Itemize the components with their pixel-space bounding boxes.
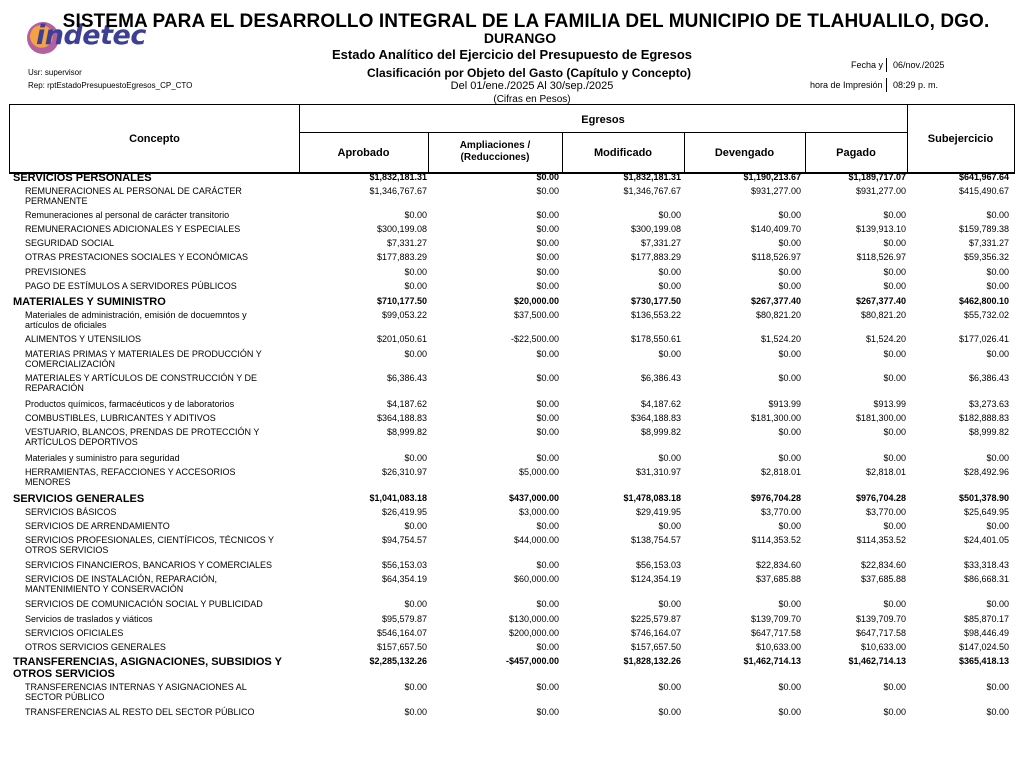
table-row (9, 425, 1015, 451)
row-value: $8,999.82 (386, 427, 427, 437)
row-value: $1,828,132.26 (623, 656, 681, 666)
row-value: $25,649.95 (963, 507, 1009, 517)
row-value: $37,500.00 (513, 310, 559, 320)
row-value: $4,187.62 (640, 399, 681, 409)
row-value: $8,999.82 (640, 427, 681, 437)
row-value: $0.00 (404, 521, 427, 531)
row-value: $0.00 (536, 413, 559, 423)
row-value: $0.00 (404, 267, 427, 277)
row-concepto: TRANSFERENCIAS AL RESTO DEL SECTOR PÚBLICO (25, 707, 255, 717)
row-value: $1,346,767.67 (623, 186, 681, 196)
table-row (9, 680, 1015, 705)
row-value: $37,685.88 (755, 574, 801, 584)
row-value: $7,331.27 (386, 238, 427, 248)
row-value: $0.00 (778, 707, 801, 717)
row-value: $56,153.03 (381, 560, 427, 570)
row-value: $0.00 (986, 521, 1009, 531)
row-value: $0.00 (986, 682, 1009, 692)
row-concepto: HERRAMIENTAS, REFACCIONES Y ACCESORIOS MENORES (25, 467, 236, 487)
row-concepto: MATERIAS PRIMAS Y MATERIALES DE PRODUCCIÓN Y COMERCIALIZACIÓN (25, 349, 262, 369)
table-row (9, 222, 1015, 236)
row-value: $1,524.20 (865, 334, 906, 344)
table-row (9, 265, 1015, 279)
row-value: $1,478,083.18 (623, 493, 681, 503)
row-value: $98,446.49 (963, 628, 1009, 638)
date-value: 06/nov./2025 (893, 60, 945, 70)
table-row (9, 397, 1015, 411)
row-value: $300,199.08 (376, 224, 427, 234)
row-value: $1,524.20 (760, 334, 801, 344)
row-value: $8,999.82 (968, 427, 1009, 437)
row-value: $147,024.50 (958, 642, 1009, 652)
row-value: $1,189,717.07 (848, 172, 906, 182)
row-value: $22,834.60 (860, 560, 906, 570)
table-row (9, 411, 1015, 425)
row-value: $80,821.20 (755, 310, 801, 320)
row-value: $0.00 (778, 427, 801, 437)
row-concepto: TRANSFERENCIAS INTERNAS Y ASIGNACIONES AL SECTOR PÚBLICO (25, 682, 247, 702)
row-value: $931,277.00 (750, 186, 801, 196)
row-value: $0.00 (986, 267, 1009, 277)
row-value: $364,188.83 (376, 413, 427, 423)
table-row (9, 597, 1015, 612)
table-row (9, 250, 1015, 265)
row-value: $3,770.00 (760, 507, 801, 517)
row-value: $64,354.19 (381, 574, 427, 584)
row-value: $37,685.88 (860, 574, 906, 584)
row-value: $267,377.40 (855, 296, 906, 306)
row-value: $181,300.00 (855, 413, 906, 423)
row-concepto: SERVICIOS OFICIALES (25, 628, 124, 638)
row-value: $200,000.00 (508, 628, 559, 638)
row-concepto: SERVICIOS DE ARRENDAMIENTO (25, 521, 170, 531)
row-value: $913.99 (873, 399, 906, 409)
row-value: $139,709.70 (750, 614, 801, 624)
row-value: $3,273.63 (968, 399, 1009, 409)
row-value: $0.00 (404, 349, 427, 359)
row-value: $1,832,181.31 (623, 172, 681, 182)
row-value: $0.00 (883, 267, 906, 277)
row-value: $0.00 (658, 599, 681, 609)
row-value: $0.00 (778, 281, 801, 291)
row-value: $85,870.17 (963, 614, 1009, 624)
row-value: $1,041,083.18 (369, 493, 427, 503)
row-value: $6,386.43 (640, 373, 681, 383)
row-concepto: REMUNERACIONES AL PERSONAL DE CARÁCTER PERMANENTE (25, 186, 242, 206)
row-value: $0.00 (883, 453, 906, 463)
row-value: $1,832,181.31 (369, 172, 427, 182)
row-value: $0.00 (986, 599, 1009, 609)
page-title: SISTEMA PARA EL DESARROLLO INTEGRAL DE LA FAMILIA DEL MUNICIPIO DE TLAHUALILO, DGO. (62, 11, 990, 32)
row-concepto: SERVICIOS BÁSICOS (25, 507, 117, 517)
row-value: $157,657.50 (376, 642, 427, 652)
table-row (9, 184, 1015, 208)
row-value: $1,462,714.13 (848, 656, 906, 666)
row-value: $0.00 (536, 642, 559, 652)
row-value: $0.00 (404, 210, 427, 220)
row-value: $415,490.67 (958, 186, 1009, 196)
row-value: $118,526.97 (856, 252, 906, 262)
row-value: $913.99 (768, 399, 801, 409)
row-value: $6,386.43 (386, 373, 427, 383)
row-value: $118,526.97 (751, 252, 801, 262)
column-header-subejercicio: Subejercicio (927, 133, 994, 145)
table-row-chapter (9, 170, 1015, 184)
row-value: $0.00 (778, 373, 801, 383)
row-concepto: PAGO DE ESTÍMULOS A SERVIDORES PÚBLICOS (25, 281, 237, 291)
row-value: $0.00 (986, 281, 1009, 291)
row-value: $0.00 (883, 373, 906, 383)
row-value: $0.00 (883, 427, 906, 437)
row-value: $177,026.41 (958, 334, 1009, 344)
row-value: $0.00 (536, 707, 559, 717)
row-value: $181,300.00 (750, 413, 801, 423)
table-row (9, 371, 1015, 397)
row-value: $365,418.13 (958, 656, 1009, 666)
row-value: $33,318.43 (963, 560, 1009, 570)
column-header-egresos: Egresos (581, 114, 625, 126)
row-value: $225,579.87 (630, 614, 681, 624)
column-header-concepto: Concepto (129, 133, 180, 145)
row-value: $26,419.95 (381, 507, 427, 517)
table-row (9, 279, 1015, 294)
row-value: $1,346,767.67 (369, 186, 427, 196)
table-row (9, 451, 1015, 465)
row-concepto: MATERIALES Y SUMINISTRO (13, 296, 166, 308)
row-value: $2,818.01 (865, 467, 906, 477)
row-value: $0.00 (658, 521, 681, 531)
row-concepto: COMBUSTIBLES, LUBRICANTES Y ADITIVOS (25, 413, 216, 423)
row-value: $140,409.70 (750, 224, 801, 234)
column-header-aprobado: Aprobado (337, 147, 390, 159)
table-body (9, 170, 1015, 719)
row-value: $0.00 (536, 521, 559, 531)
row-value: $0.00 (778, 682, 801, 692)
row-concepto: REMUNERACIONES ADICIONALES Y ESPECIALES (25, 224, 241, 234)
row-value: $0.00 (536, 427, 559, 437)
row-value: $99,053.22 (381, 310, 427, 320)
row-value: $0.00 (778, 453, 801, 463)
row-value: $31,310.97 (635, 467, 681, 477)
row-concepto: MATERIALES Y ARTÍCULOS DE CONSTRUCCIÓN Y DE REPARACIÓN (25, 373, 258, 393)
row-value: $10,633.00 (755, 642, 801, 652)
row-value: $136,553.22 (630, 310, 681, 320)
row-value: $7,331.27 (640, 238, 681, 248)
row-value: $0.00 (658, 453, 681, 463)
row-value: $437,000.00 (508, 493, 559, 503)
report-id: Rep: rptEstadoPresupuestoEgresos_CP_CTO (28, 81, 193, 90)
row-value: $931,277.00 (855, 186, 906, 196)
row-value: $138,754.57 (630, 535, 681, 545)
row-value: $710,177.50 (376, 296, 427, 306)
row-value: $0.00 (883, 707, 906, 717)
row-value: $24,401.05 (963, 535, 1009, 545)
row-value: $94,754.57 (381, 535, 427, 545)
table-row (9, 465, 1015, 491)
table-row (9, 533, 1015, 558)
table-header (9, 104, 1015, 174)
row-value: $0.00 (778, 521, 801, 531)
table-row (9, 519, 1015, 533)
row-concepto: VESTUARIO, BLANCOS, PRENDAS DE PROTECCIÓN Y ARTÍCULOS DEPORTIVOS (25, 427, 260, 447)
row-concepto: Materiales de administración, emisión de docuemntos y artículos de oficiales (25, 310, 247, 330)
row-concepto: Servicios de traslados y viáticos (25, 614, 153, 624)
row-value: $177,883.29 (376, 252, 427, 262)
meta-separator (886, 78, 887, 92)
row-value: $0.00 (658, 281, 681, 291)
row-value: $0.00 (986, 707, 1009, 717)
row-value: $0.00 (778, 599, 801, 609)
row-value: $0.00 (883, 521, 906, 531)
row-value: $0.00 (536, 281, 559, 291)
column-header-pagado: Pagado (836, 147, 876, 159)
row-value: $124,354.19 (630, 574, 681, 584)
table-row (9, 626, 1015, 640)
table-row-chapter (9, 654, 1015, 680)
row-value: $59,356.32 (963, 252, 1009, 262)
row-value: $0.00 (658, 267, 681, 277)
row-value: $0.00 (404, 682, 427, 692)
table-row (9, 612, 1015, 626)
row-value: $641,967.64 (958, 172, 1009, 182)
row-value: $60,000.00 (513, 574, 559, 584)
row-value: $1,190,213.67 (743, 172, 801, 182)
time-value: 08:29 p. m. (893, 80, 939, 90)
row-value: -$22,500.00 (510, 334, 559, 344)
row-value: $0.00 (404, 707, 427, 717)
row-value: $0.00 (536, 252, 559, 262)
row-value: $0.00 (404, 453, 427, 463)
row-value: $300,199.08 (630, 224, 681, 234)
row-value: $0.00 (986, 349, 1009, 359)
row-value: $177,883.29 (630, 252, 681, 262)
row-value: $0.00 (658, 349, 681, 359)
row-concepto: SERVICIOS PROFESIONALES, CIENTÍFICOS, TÉCNICOS Y OTROS SERVICIOS (25, 535, 274, 555)
row-value: $546,164.07 (376, 628, 427, 638)
state-name: DURANGO (483, 30, 557, 46)
row-concepto: SEGURIDAD SOCIAL (25, 238, 115, 248)
table-row-chapter (9, 294, 1015, 308)
row-value: $182,888.83 (958, 413, 1009, 423)
row-value: $0.00 (536, 453, 559, 463)
row-value: $0.00 (536, 210, 559, 220)
row-value: $730,177.50 (630, 296, 681, 306)
row-value: $0.00 (658, 707, 681, 717)
table-row (9, 308, 1015, 332)
report-subtitle: Clasificación por Objeto del Gasto (Capítulo y Concepto) (366, 66, 692, 80)
row-concepto: Productos químicos, farmacéuticos y de laboratorios (25, 399, 235, 409)
row-value: $0.00 (883, 349, 906, 359)
row-value: $3,770.00 (865, 507, 906, 517)
report-period: Del 01/ene./2025 Al 30/sep./2025 (450, 80, 614, 92)
row-value: $26,310.97 (381, 467, 427, 477)
row-value: $462,800.10 (958, 296, 1009, 306)
row-value: $0.00 (658, 682, 681, 692)
row-value: $976,704.28 (855, 493, 906, 503)
row-value: $2,818.01 (760, 467, 801, 477)
row-value: $3,000.00 (518, 507, 559, 517)
row-value: $976,704.28 (750, 493, 801, 503)
row-value: $0.00 (536, 186, 559, 196)
row-value: $0.00 (778, 210, 801, 220)
row-concepto: ALIMENTOS Y UTENSILIOS (25, 334, 142, 344)
row-concepto: SERVICIOS GENERALES (13, 493, 145, 505)
row-value: $55,732.02 (963, 310, 1009, 320)
row-value: $86,668.31 (963, 574, 1009, 584)
row-value: $0.00 (883, 238, 906, 248)
row-value: $0.00 (883, 281, 906, 291)
row-concepto: SERVICIOS FINANCIEROS, BANCARIOS Y COMERCIALES (25, 560, 273, 570)
user-info: Usr: supervisor (28, 68, 82, 77)
row-value: $0.00 (536, 267, 559, 277)
row-value: $0.00 (536, 599, 559, 609)
row-value: $501,378.90 (958, 493, 1009, 503)
row-concepto: Remuneraciones al personal de carácter transitorio (25, 210, 230, 220)
row-value: $29,419.95 (635, 507, 681, 517)
row-value: $0.00 (536, 560, 559, 570)
row-value: $0.00 (883, 599, 906, 609)
row-value: $647,717.58 (750, 628, 801, 638)
table-row-chapter (9, 491, 1015, 505)
row-value: -$457,000.00 (505, 656, 559, 666)
row-value: $139,709.70 (855, 614, 906, 624)
row-value: $20,000.00 (513, 296, 559, 306)
row-value: $2,285,132.26 (369, 656, 427, 666)
report-units: (Cifras en Pesos) (493, 94, 571, 105)
row-value: $0.00 (778, 349, 801, 359)
row-value: $0.00 (536, 349, 559, 359)
column-header-modificado: Modificado (593, 147, 653, 159)
table-row (9, 332, 1015, 347)
row-concepto: SERVICIOS PERSONALES (13, 172, 152, 184)
row-value: $0.00 (404, 599, 427, 609)
row-value: $6,386.43 (968, 373, 1009, 383)
row-value: $0.00 (536, 238, 559, 248)
row-value: $0.00 (986, 453, 1009, 463)
column-header-ampliaciones: Ampliaciones / (Reducciones) (459, 140, 531, 163)
table-row (9, 558, 1015, 572)
row-value: $267,377.40 (750, 296, 801, 306)
row-value: $0.00 (883, 210, 906, 220)
row-value: $7,331.27 (968, 238, 1009, 248)
row-value: $0.00 (778, 238, 801, 248)
row-concepto: TRANSFERENCIAS, ASIGNACIONES, SUBSIDIOS Y OTROS SERVICIOS (13, 656, 282, 680)
row-value: $95,579.87 (381, 614, 427, 624)
column-header-devengado: Devengado (714, 147, 775, 159)
row-concepto: SERVICIOS DE COMUNICACIÓN SOCIAL Y PUBLICIDAD (25, 599, 263, 609)
row-value: $114,353.52 (856, 535, 906, 545)
meta-separator (886, 58, 887, 72)
table-row (9, 572, 1015, 597)
row-value: $0.00 (658, 210, 681, 220)
row-value: $4,187.62 (386, 399, 427, 409)
date-label: Fecha y (851, 60, 884, 70)
row-value: $130,000.00 (508, 614, 559, 624)
row-value: $0.00 (404, 281, 427, 291)
row-concepto: OTROS SERVICIOS GENERALES (25, 642, 166, 652)
row-value: $0.00 (778, 267, 801, 277)
row-value: $0.00 (536, 399, 559, 409)
row-value: $0.00 (536, 373, 559, 383)
row-value: $1,462,714.13 (743, 656, 801, 666)
table-row (9, 236, 1015, 250)
row-value: $157,657.50 (630, 642, 681, 652)
table-row (9, 640, 1015, 654)
time-label: hora de Impresión (810, 80, 883, 90)
table-row (9, 347, 1015, 371)
row-value: $5,000.00 (518, 467, 559, 477)
row-value: $80,821.20 (860, 310, 906, 320)
table-row (9, 705, 1015, 719)
row-value: $201,050.61 (376, 334, 427, 344)
report-title: Estado Analítico del Ejercicio del Presupuesto de Egresos (331, 47, 692, 62)
row-value: $178,550.61 (630, 334, 681, 344)
row-value: $0.00 (986, 210, 1009, 220)
row-value: $139,913.10 (855, 224, 906, 234)
row-concepto: Materiales y suministro para seguridad (25, 453, 180, 463)
logo: indetec (36, 20, 146, 51)
row-value: $44,000.00 (513, 535, 559, 545)
row-value: $364,188.83 (630, 413, 681, 423)
row-value: $0.00 (536, 224, 559, 234)
row-value: $0.00 (883, 682, 906, 692)
row-value: $56,153.03 (635, 560, 681, 570)
row-value: $28,492.96 (963, 467, 1009, 477)
row-value: $647,717.58 (855, 628, 906, 638)
row-value: $159,789.38 (958, 224, 1009, 234)
row-concepto: OTRAS PRESTACIONES SOCIALES Y ECONÓMICAS (25, 252, 249, 262)
table-row (9, 505, 1015, 519)
row-value: $746,164.07 (630, 628, 681, 638)
row-value: $10,633.00 (860, 642, 906, 652)
row-concepto: PREVISIONES (25, 267, 87, 277)
row-value: $22,834.60 (755, 560, 801, 570)
row-value: $114,353.52 (751, 535, 801, 545)
table-row (9, 208, 1015, 222)
row-value: $0.00 (536, 172, 559, 182)
row-concepto: SERVICIOS DE INSTALACIÓN, REPARACIÓN, MANTENIMIENTO Y CONSERVACIÓN (25, 574, 218, 594)
row-value: $0.00 (536, 682, 559, 692)
